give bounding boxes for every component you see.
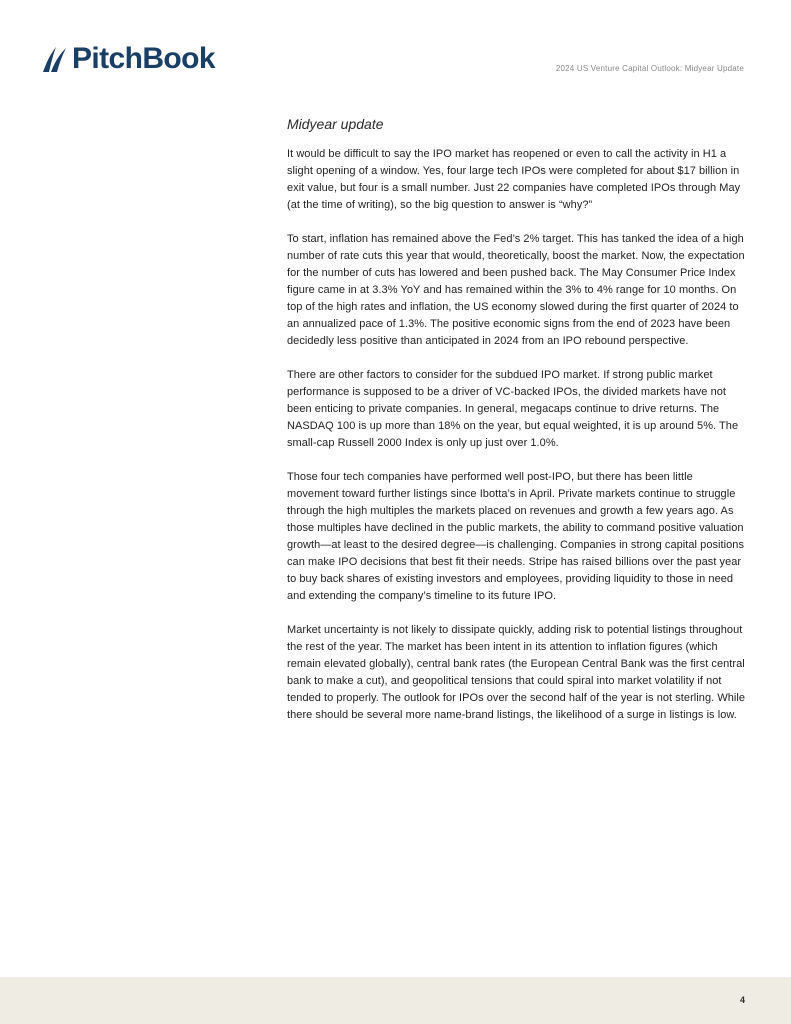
logo-wordmark: PitchBook: [72, 42, 215, 75]
report-title: 2024 US Venture Capital Outlook: Midyear Update: [555, 64, 744, 73]
page-footer: [0, 977, 791, 1024]
article-content: [287, 116, 747, 741]
paragraph: To start, inflation has remained above the Fed’s 2% target. This has tanked the idea of a high number of rate cuts this year that would, theoretically, boost the market. Now, the expectation for the number of cuts has lowered and been pushed back. The May Consumer Price Index figure came in at 3.3% YoY and has remained within the 3% to 4% range for 10 months. On top of the high rates and inflation, the US economy slowed during the first quarter of 2024 to an annualized pace of 1.3%. The positive economic signs from the end of 2023 have been decidedly less positive than anticipated in 2024 from an IPO rebound perspective.: [287, 233, 745, 347]
pitchbook-logo: [40, 42, 215, 76]
paragraph: Market uncertainty is not likely to dissipate quickly, adding risk to potential listings throughout the rest of the year. The market has been intent in its attention to inflation figures (which remain elevated globally), central bank rates (the European Central Bank was the first central bank to make a cut), and geopolitical tensions that could spiral into market volatility if not tended to properly. The outlook for IPOs over the second half of the year is not sterling. While there should be several more name-brand listings, the likelihood of a surge in listings is low.: [287, 624, 746, 721]
section-title: Midyear update: [287, 116, 384, 132]
paragraph: There are other factors to consider for the subdued IPO market. If strong public market performance is supposed to be a driver of VC-backed IPOs, the divided markets have not been enticing to private companies. In general, megacaps continue to drive returns. The NASDAQ 100 is up more than 18% on the year, but equal weighted, it is up around 5%. The small-cap Russell 2000 Index is only up just over 1.0%.: [287, 369, 739, 449]
page-number: 4: [739, 995, 745, 1005]
pitchbook-leaf-icon: [40, 44, 68, 74]
paragraph: It would be difficult to say the IPO market has reopened or even to call the activity in H1 a slight opening of a window. Yes, four large tech IPOs were completed for about $17 billion in exit value, but four is a small number. Just 22 companies have completed IPOs through May (at the time of writing), so the big question to answer is “why?”: [287, 148, 741, 211]
paragraph: Those four tech companies have performed well post-IPO, but there has been little movement toward further listings since Ibotta’s in April. Private markets continue to struggle through the high multiples the markets placed on revenues and growth a few years ago. As those multiples have declined in the public markets, the ability to command positive valuation growth—at least to the desired degree—is challenging. Companies in strong capital positions can make IPO decisions that best fit their needs. Stripe has raised billions over the past year to buy back shares of existing investors and employees, providing liquidity to those in need and extending the company’s timeline to its future IPO.: [287, 471, 745, 602]
